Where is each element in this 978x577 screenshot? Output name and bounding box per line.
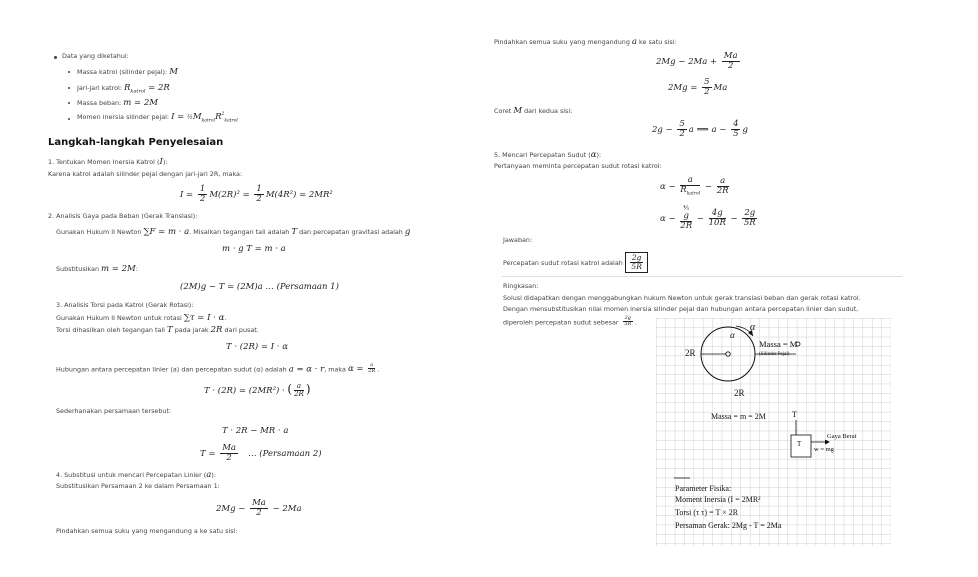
pulley-mass-label: Massa = M: [759, 339, 798, 349]
given-item-radius: Jari-jari katrol: $R_{katrol} = 2R$: [77, 83, 170, 95]
step4-equation: 2Mg − $\frac{Ma}{2}$ − 2Ma: [216, 498, 302, 518]
divider: [502, 276, 902, 277]
param-inertia: Moment Inersia (I = 2MR²: [675, 495, 761, 504]
step2-text: Gunakan Hukum II Newton ∑F = m · a. Misalkan tegangan tali adalah T dan percepatan gravitasi adalah g: [56, 227, 411, 237]
step3-equation-1: T · (2R) = I · α: [226, 342, 288, 352]
param-equation: Persaman Gerak: 2Mg - T = 2Ma: [675, 521, 782, 530]
ringkasan-label: Ringkasan:: [503, 282, 539, 290]
step4-title: 4. Substitusi untuk mencari Percepatan Linier (a):: [56, 470, 217, 480]
bullet: [68, 71, 70, 73]
tension-label: T: [792, 410, 797, 419]
pulley-axle: [726, 352, 730, 356]
given-item-mass-pulley: Massa katrol (silinder pejal): M: [77, 67, 178, 77]
pulley-type-label: (Silinder Pejal): [759, 352, 790, 357]
step2-substitute: Substitusikan m = 2M:: [56, 264, 138, 274]
right-coret-text: Coret M dari kedua sisi:: [494, 106, 573, 116]
ringkasan-line-3: diperoleh percepatan sudut sebesar $\frac{2g}{5R}$ .: [503, 315, 638, 328]
step2-equation-2: (2M)g − T = (2M)a … (Persamaan 1): [180, 282, 339, 292]
ringkasan-line-2: Dengan mensubstitusikan nilai momen inersia silinder pejal dan hubungan antara percepatan linier dan sudut,: [503, 305, 859, 313]
step4-move: Pindahkan semua suku yang mengandung a ke satu sisi:: [56, 527, 238, 535]
step2-equation-1: m · g T = m · a: [222, 244, 286, 254]
pulley-diagram: [656, 318, 891, 546]
step5-text: Pertanyaan meminta percepatan sudut rotasi katrol:: [494, 162, 662, 170]
step3-equation-3: T · 2R − MR · a: [222, 426, 289, 436]
param-torque: Torsi (τ τ) = T × 2R: [675, 508, 739, 517]
radius-label-left: 2R: [685, 348, 696, 358]
section-heading: Langkah-langkah Penyelesaian: [48, 137, 224, 148]
ringkasan-line-1: Solusi didapatkan dengan menggabungkan hukum Newton untuk gerak translasi beban dan gerak rotasi katrol.: [503, 294, 861, 302]
step3-text-3: Hubungan antara percepatan linier (a) dan percepatan sudut (α) adalah a = α · r, maka α = $\frac{a}{2R}$ .: [56, 362, 380, 375]
params-title: Parameter Fisika:: [675, 484, 732, 493]
bullet: [68, 87, 70, 89]
step3-title: 3. Analisis Torsi pada Katrol (Gerak Rotasi):: [56, 301, 194, 309]
alpha-label-inner: α: [730, 330, 735, 340]
step2-title: 2. Analisis Gaya pada Beban (Gerak Translasi):: [48, 212, 198, 220]
given-item-inertia: Momen inersia silinder pejal: $I = \frac{1}{2}M_{katrol}R^2_{katrol}$: [77, 112, 238, 124]
radius-label-below: 2R: [734, 388, 745, 398]
bullet: [68, 118, 70, 120]
step3-equation-2: T · (2R) = (2MR²) · ( $\frac{a}{2R}$ ): [204, 381, 311, 398]
load-mass-label: Massa = m = 2M: [711, 412, 766, 421]
weight-formula: w = mg: [814, 446, 834, 453]
step3-text-4: Sederhanakan persamaan tersebut:: [56, 407, 172, 415]
right-equation-3: 2g − $\frac{5}{2}$ a ⟹ a − $\frac{4}{5}$ g: [652, 119, 748, 139]
step3-text-2: Torsi dihasilkan oleh tegangan tali T pada jarak 2R dari pusat.: [56, 325, 259, 335]
given-item-load-mass: Massa beban: m = 2M: [77, 98, 158, 108]
weight-arrow-head: [825, 440, 830, 445]
step5-title: 5. Mencari Percepatan Sudut (α):: [494, 150, 602, 160]
right-equation-5: α − ⅘ g 2R − $\frac{4g}{10R}$ − $\frac{2g}{5R}$: [660, 205, 756, 232]
step4-text: Substitusikan Persamaan 2 ke dalam Persamaan 1:: [56, 482, 220, 490]
step3-equation-4: T = $\frac{Ma}{2}$ … (Persamaan 2): [200, 443, 322, 463]
jawaban-label: Jawaban:: [503, 236, 533, 244]
step3-text-1: Gunakan Hukum II Newton untuk rotasi ∑τ = I · α.: [56, 313, 227, 323]
block-label: T: [797, 440, 802, 448]
step1-equation: I = $\frac{1}{2}$ M(2R)² = $\frac{1}{2}$ M(4R²) = 2MR²: [180, 184, 333, 204]
right-equation-1: 2Mg − 2Ma + $\frac{Ma}{2}$: [656, 51, 738, 71]
step1-text: Karena katrol adalah silinder pejal dengan jari-jari 2R, maka:: [48, 170, 243, 178]
jawaban-text: Percepatan sudut rotasi katrol adalah $\frac{2g}{5R}$: [503, 252, 648, 273]
bullet: [54, 56, 57, 59]
step1-title: 1. Tentukan Momen Inersia Katrol (I):: [48, 157, 168, 167]
alpha-label-top: α: [750, 322, 756, 333]
bullet: [68, 102, 70, 104]
right-move-text: Pindahkan semua suku yang mengandung a ke satu sisi:: [494, 37, 677, 47]
given-heading: Data yang diketahui:: [62, 52, 129, 60]
weight-label: Gaya Berat: [827, 433, 857, 440]
right-equation-2: 2Mg = $\frac{5}{2}$ Ma: [668, 77, 728, 97]
right-equation-4: α − $\frac{a}{R_{katrol}}$ − $\frac{a}{2R}$: [660, 175, 729, 197]
